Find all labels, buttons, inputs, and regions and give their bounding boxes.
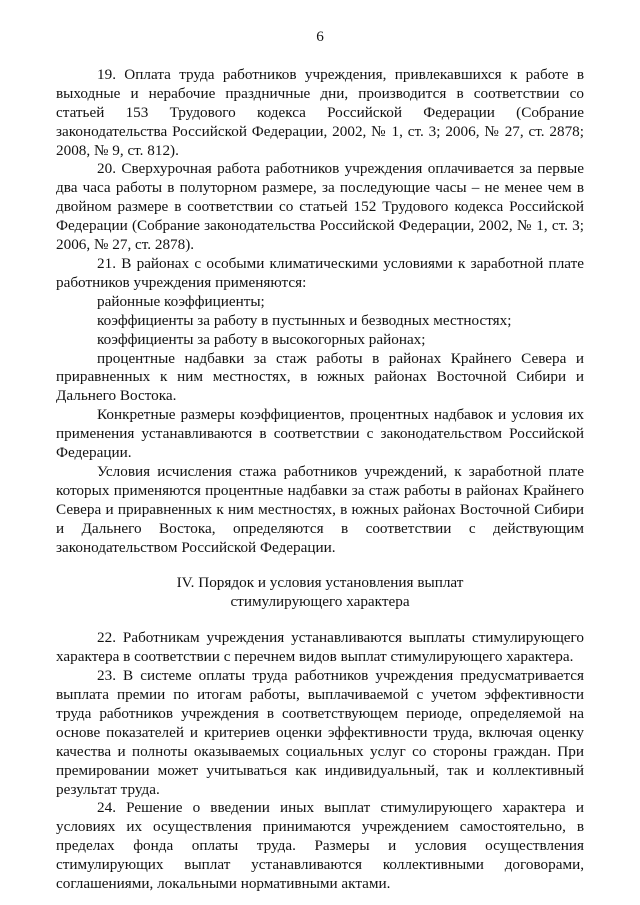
section-heading-line-1: IV. Порядок и условия установления выплат (176, 574, 464, 592)
paragraph-24: 24. Решение о введении иных выплат стимулирующего характера и условиях их осуществления принимаются учреждением самостоятельно, в пределах фонда оплаты труда. Размеры и условия осуществления стимулирующих выплат устанавливаются коллективными договорами, соглашениями, локальными нормативными актами. (56, 799, 584, 893)
list-item-percentage-allowances: процентные надбавки за стаж работы в районах Крайнего Севера и приравненных к ним местностях, в южных районах Восточной Сибири и Дальнего Востока. (56, 349, 584, 405)
list-item-desert-coefficients: коэффициенты за работу в пустынных и безводных местностях; (97, 311, 512, 329)
paragraph-19: 19. Оплата труда работников учреждения, привлекавшихся к работе в выходные и нерабочие праздничные дни, производится в соответствии со статьей 153 Трудового кодекса Российской Федерации (Собрание законодательства Российской Федерации, 2002, № 1, ст. 3; 2006, № 27, ст. 2878; 2008, № 9, ст. 812). (56, 65, 584, 159)
list-item-district-coefficients: районные коэффициенты; (97, 292, 265, 310)
section-heading (56, 574, 584, 612)
paragraph-23: 23. В системе оплаты труда работников учреждения предусматривается выплата премии по итогам работы, выплачиваемой с учетом эффективности труда работников учреждения в соответствующем периоде, определяемой на основе показателей и критериев оценки эффективности труда, включая оценку качества и полноты оказываемых социальных услуг со стороны граждан. При премировании может учитываться как индивидуальный, так и коллективный результат труда. (56, 667, 584, 798)
section-heading-line-2: стимулирующего характера (230, 593, 410, 611)
list-item-highland-coefficients: коэффициенты за работу в высокогорных районах; (97, 330, 426, 348)
paragraph-21: 21. В районах с особыми климатическими условиями к заработной плате работников учреждения применяются: (56, 254, 584, 291)
paragraph-22: 22. Работникам учреждения устанавливаются выплаты стимулирующего характера в соответствии с перечнем видов выплат стимулирующего характера. (56, 629, 584, 666)
paragraph-specific-sizes: Конкретные размеры коэффициентов, процентных надбавок и условия их применения устанавливаются в соответствии с законодательством Российской Федерации. (56, 406, 584, 462)
paragraph-20: 20. Сверхурочная работа работников учреждения оплачивается за первые два часа работы в полуторном размере, за последующие часы – не менее чем в двойном размере в соответствии со статьей 152 Трудового кодекса Российской Федерации (Собрание законодательства Российской Федерации, 2002, № 1, ст. 3; 2006, № 27, ст. 2878). (56, 160, 584, 254)
page-number: 6 (316, 28, 324, 45)
paragraph-seniority-conditions: Условия исчисления стажа работников учреждений, к заработной плате которых применяются процентные надбавки за стаж работы в районах Крайнего Севера и приравненных к ним местностях, в южных районах Восточной Сибири и Дальнего Востока, определяются в соответствии с действующим законодательством Российской Федерации. (56, 462, 584, 556)
